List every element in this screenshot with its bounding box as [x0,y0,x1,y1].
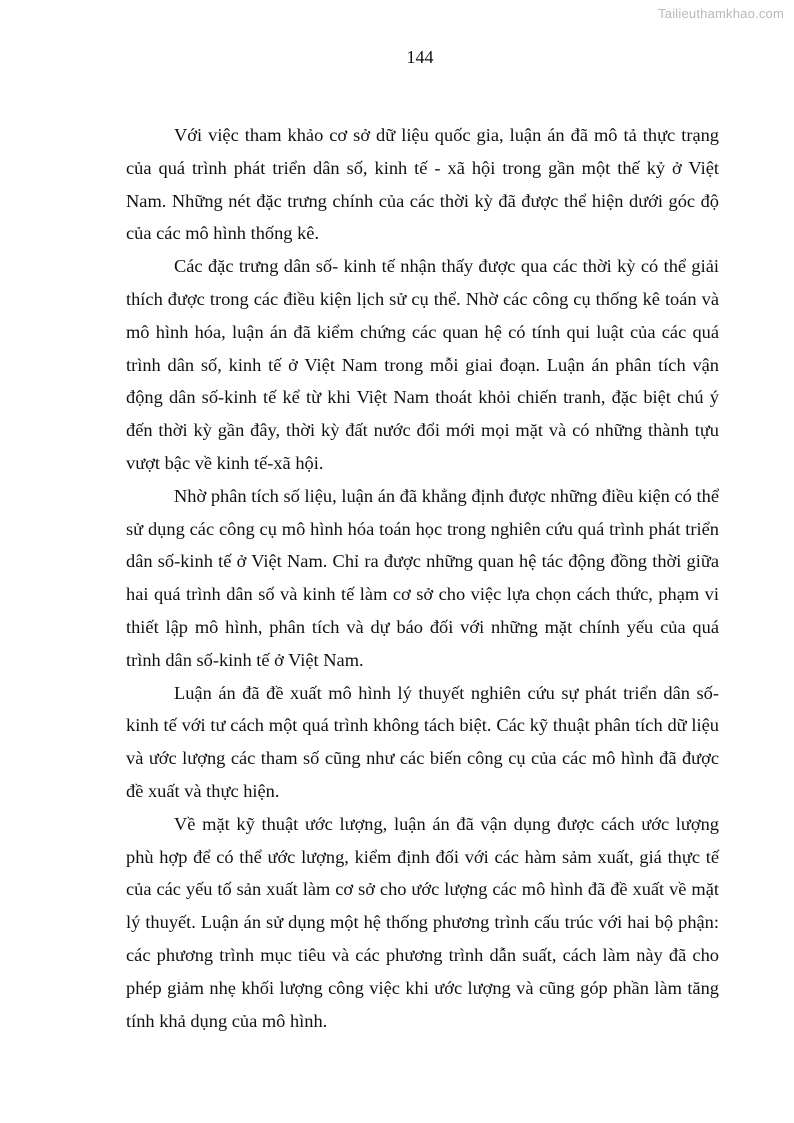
page-number: 144 [406,47,434,67]
paragraph-3: Nhờ phân tích số liệu, luận án đã khẳng định được những điều kiện có thể sử dụng các công cụ mô hình hóa toán học trong nghiên cứu quá trình phát triển dân số-kinh tế ở Việt Nam. Chỉ ra được những quan hệ tác động đồng thời giữa hai quá trình dân số và kinh tế làm cơ sở cho việc lựa chọn cách thức, phạm vi thiết lập mô hình, phân tích và dự báo đối với những mặt chính yếu của quá trình dân số-kinh tế ở Việt Nam. [126,485,719,670]
paragraph-1: Với việc tham khảo cơ sở dữ liệu quốc gia, luận án đã mô tả thực trạng của quá trình phát triển dân số, kinh tế - xã hội trong gần một thế kỷ ở Việt Nam. Những nét đặc trưng chính của các thời kỳ đã được thể hiện dưới góc độ của các mô hình thống kê. [126,125,719,244]
paragraph-5: Về mặt kỹ thuật ước lượng, luận án đã vận dụng được cách ước lượng phù hợp để có thể ước lượng, kiểm định đối với các hàm sảm xuất, giá thực tế của các yếu tố sản xuất làm cơ sở cho ước lượng các mô hình đã đề xuất về mặt lý thuyết. Luận án sử dụng một hệ thống phương trình cấu trúc với hai bộ phận: các phương trình mục tiêu và các phương trình dẫn suất, cách làm này đã cho phép giảm nhẹ khối lượng công việc khi ước lượng và cũng góp phần làm tăng tính khả dụng của mô hình. [126,813,719,1031]
paragraph-4: Luận án đã đề xuất mô hình lý thuyết nghiên cứu sự phát triển dân số-kinh tế với tư cách một quá trình không tách biệt. Các kỹ thuật phân tích dữ liệu và ước lượng các tham số cũng như các biến công cụ của các mô hình đã được đề xuất và thực hiện. [126,682,719,801]
paragraph-2: Các đặc trưng dân số- kinh tế nhận thấy được qua các thời kỳ có thể giải thích được trong các điều kiện lịch sử cụ thể. Nhờ các công cụ thống kê toán và mô hình hóa, luận án đã kiểm chứng các quan hệ có tính qui luật của các quá trình dân số, kinh tế ở Việt Nam trong mỗi giai đoạn. Luận án phân tích vận động dân số-kinh tế kể từ khi Việt Nam thoát khỏi chiến tranh, đặc biệt chú ý đến thời kỳ gần đây, thời kỳ đất nước đổi mới mọi mặt và có những thành tựu vượt bậc về kinh tế-xã hội. [126,256,719,473]
watermark-text: Tailieuthamkhao.com [658,6,784,21]
page-body [126,119,719,1037]
